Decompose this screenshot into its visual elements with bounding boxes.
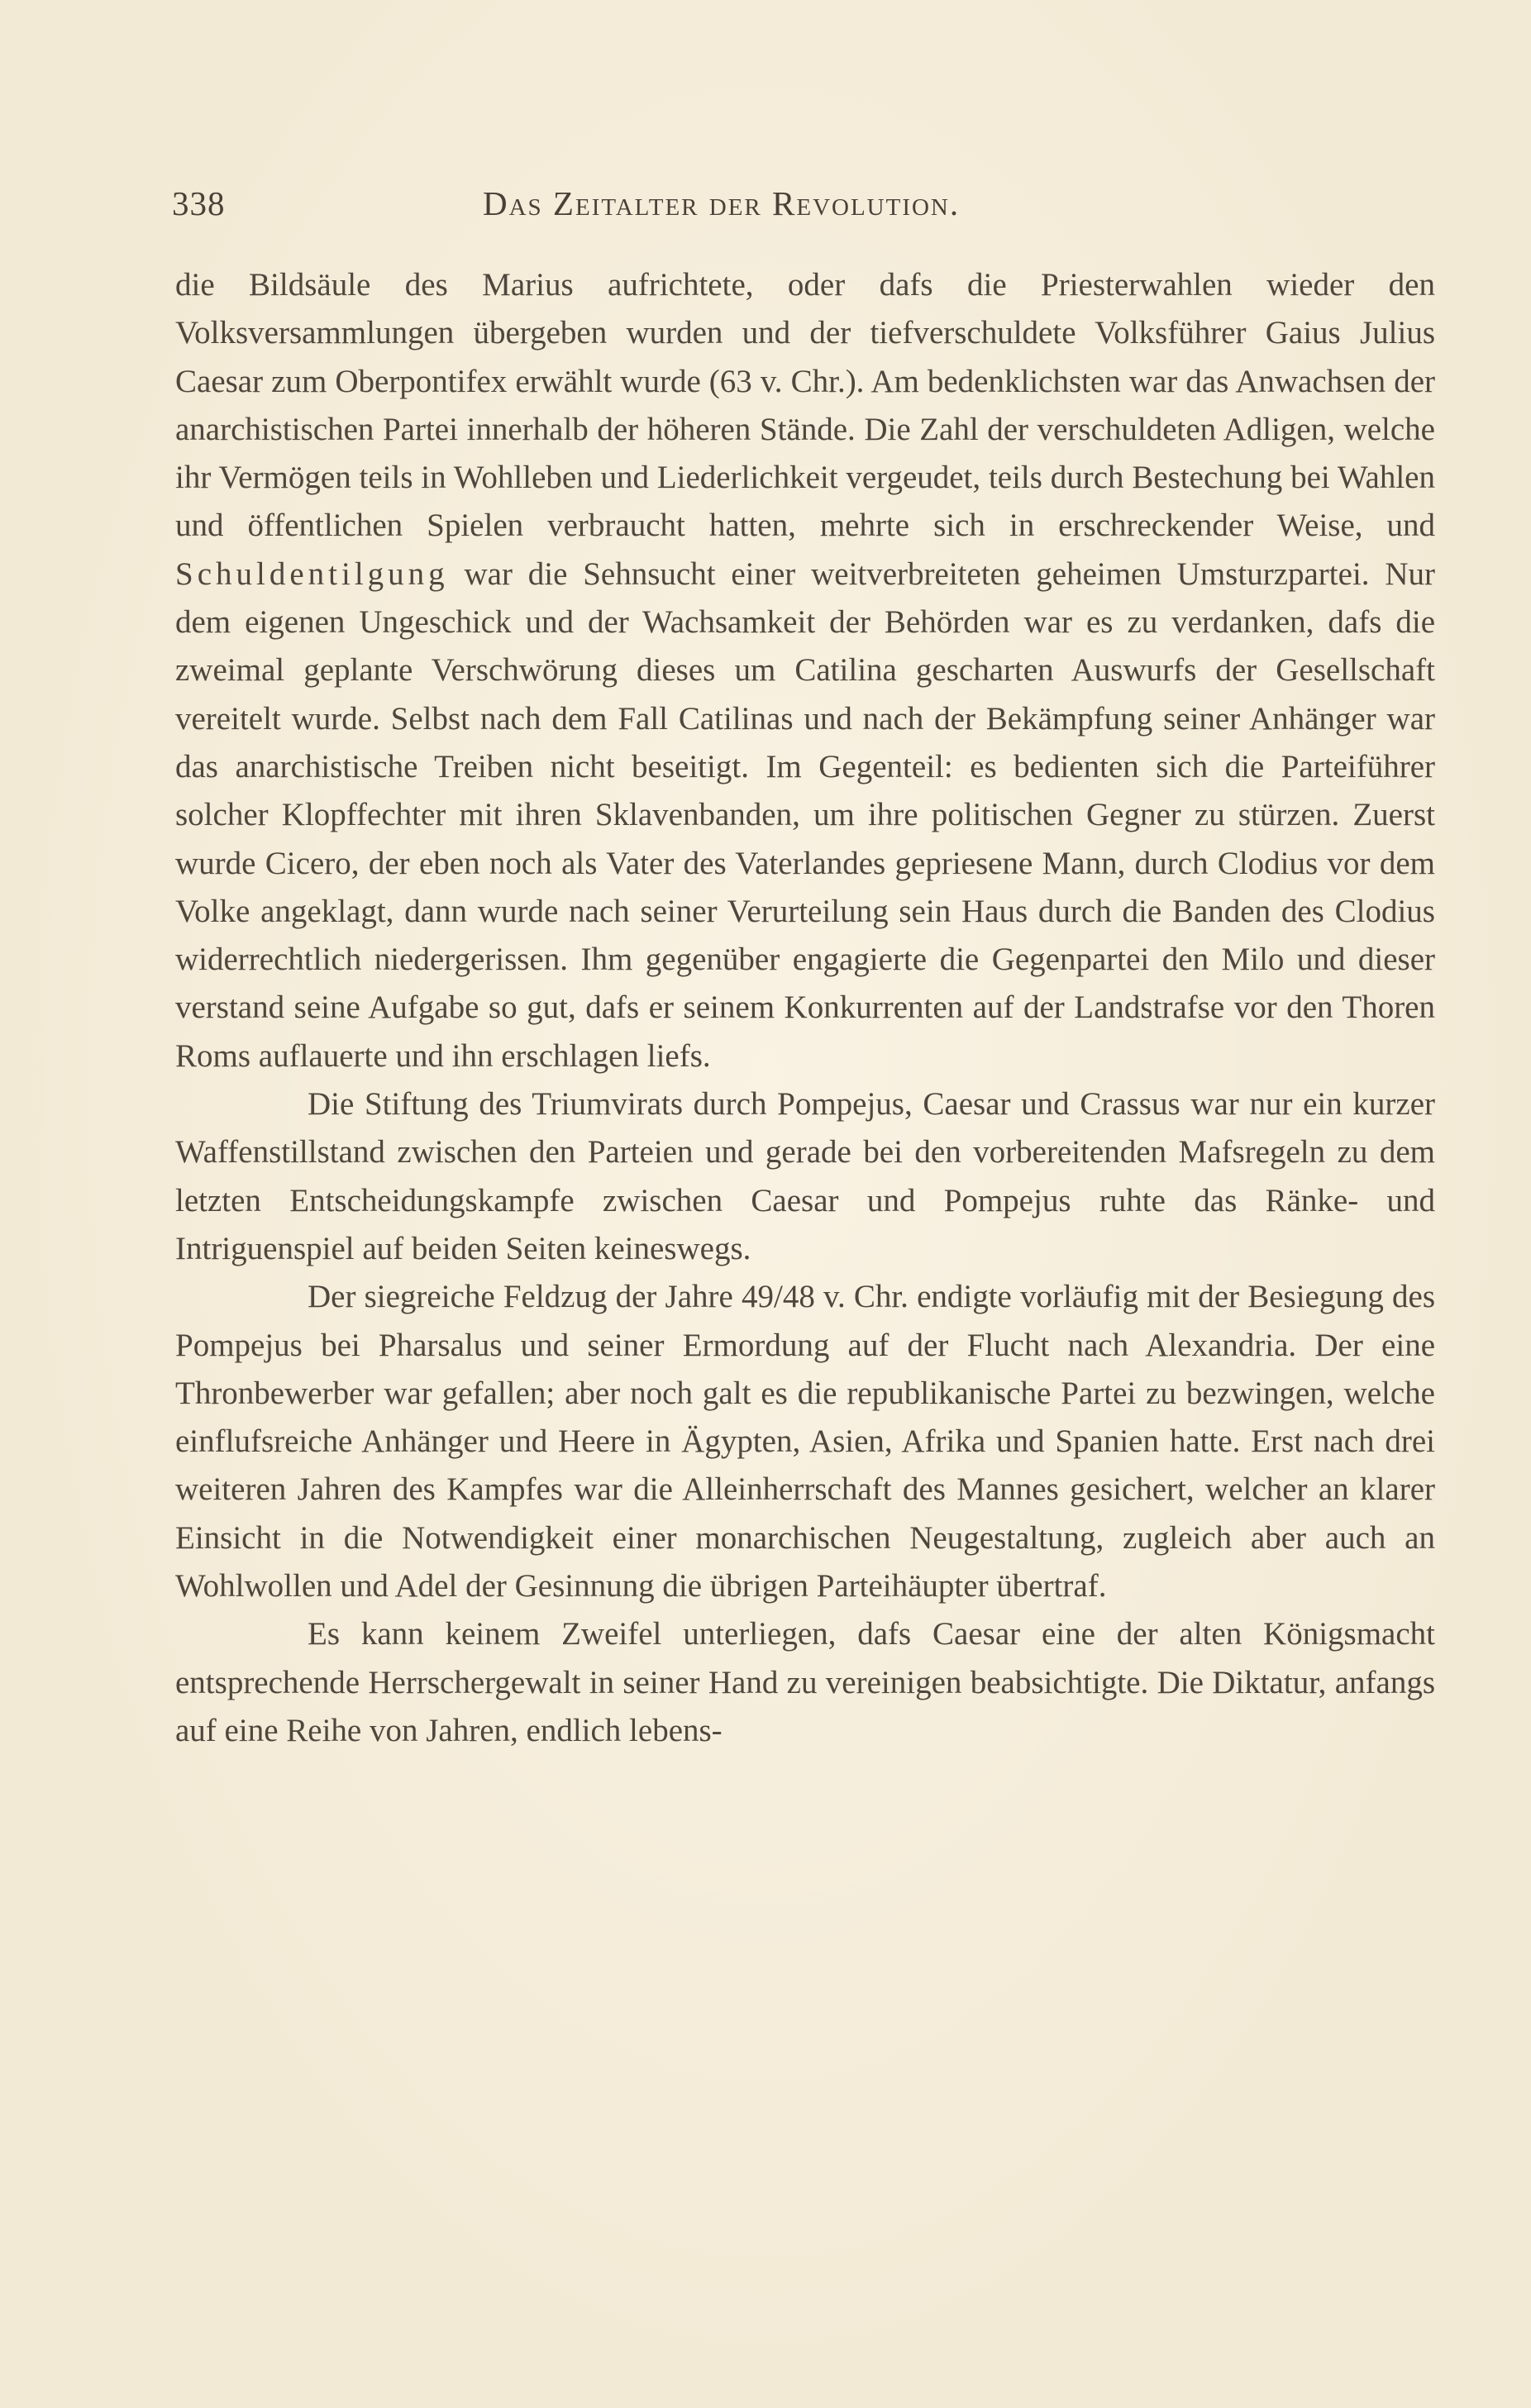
body-text — [175, 261, 1435, 1755]
emphasized-word: Schuldentilgung — [175, 556, 449, 592]
paragraph-1-text-end: war die Sehnsucht einer weitverbreiteten geheimen Umsturzpartei. Nur dem eigenen Ungeschick und der Wachsamkeit der Behörden war es zu verdanken, dafs die zweimal geplante Verschwörung dieses um Catilina gescharten Auswurfs der Gesellschaft vereitelt wurde. Selbst nach dem Fall Catilinas und nach der Bekämpfung seiner Anhänger war das anarchistische Treiben nicht beseitigt. Im Gegenteil: es bedienten sich die Parteiführer solcher Klopffechter mit ihren Sklavenbanden, um ihre politischen Gegner zu stürzen. Zuerst wurde Cicero, der eben noch als Vater des Vaterlandes gepriesene Mann, durch Clodius vor dem Volke angeklagt, dann wurde nach seiner Verurteilung sein Haus durch die Banden des Clodius widerrechtlich niedergerissen. Ihm gegenüber engagierte die Gegenpartei den Milo und dieser verstand seine Aufgabe so gut, dafs er seinem Konkurrenten auf der Landstrafse vor den Thoren Roms auflauerte und ihn erschlagen liefs. — [175, 556, 1435, 1074]
paragraph-1-text-start: die Bildsäule des Marius aufrichtete, oder dafs die Priesterwahlen wieder den Volksversammlungen übergeben wurden und der tiefverschuldete Volksführer Gaius Julius Caesar zum Oberpontifex erwählt wurde (63 v. Chr.). Am bedenklichsten war das Anwachsen der anarchistischen Partei innerhalb der höheren Stände. Die Zahl der verschuldeten Adligen, welche ihr Vermögen teils in Wohlleben und Liederlichkeit vergeudet, teils durch Bestechung bei Wahlen und öffentlichen Spielen verbraucht hatten, mehrte sich in erschreckender Weise, und — [175, 267, 1435, 544]
paragraph-4: Es kann keinem Zweifel unterliegen, dafs Caesar eine der alten Königsmacht entsprechende Herrschergewalt in seiner Hand zu vereinigen beabsichtigte. Die Diktatur, anfangs auf eine Reihe von Jahren, endlich lebens- — [175, 1616, 1435, 1748]
paragraph-1 — [175, 261, 1435, 1080]
paragraph-2: Die Stiftung des Triumvirats durch Pompejus, Caesar und Crassus war nur ein kurzer Waffenstillstand zwischen den Parteien und gerade bei den vorbereitenden Mafsregeln zu dem letzten Entscheidungskampfe zwischen Caesar und Pompejus ruhte das Ränke- und Intriguenspiel auf beiden Seiten keineswegs. — [175, 1086, 1435, 1266]
page-number: 338 — [172, 184, 226, 222]
running-title: Das Zeitalter der Revolution. — [483, 184, 961, 222]
paragraph-3: Der siegreiche Feldzug der Jahre 49/48 v. Chr. endigte vorläufig mit der Besiegung des Pompejus bei Pharsalus und seiner Ermordung auf der Flucht nach Alexandria. Der eine Thronbewerber war gefallen; aber noch galt es die republikanische Partei zu bezwingen, welche einflufsreiche Anhänger und Heere in Ägypten, Asien, Afrika und Spanien hatte. Erst nach drei weiteren Jahren des Kampfes war die Alleinherrschaft des Mannes gesichert, welcher an klarer Einsicht in die Notwendigkeit einer monarchischen Neugestaltung, zugleich aber auch an Wohlwollen und Adel der Gesinnung die übrigen Parteihäupter übertraf. — [175, 1279, 1435, 1605]
page-header — [172, 184, 1437, 233]
